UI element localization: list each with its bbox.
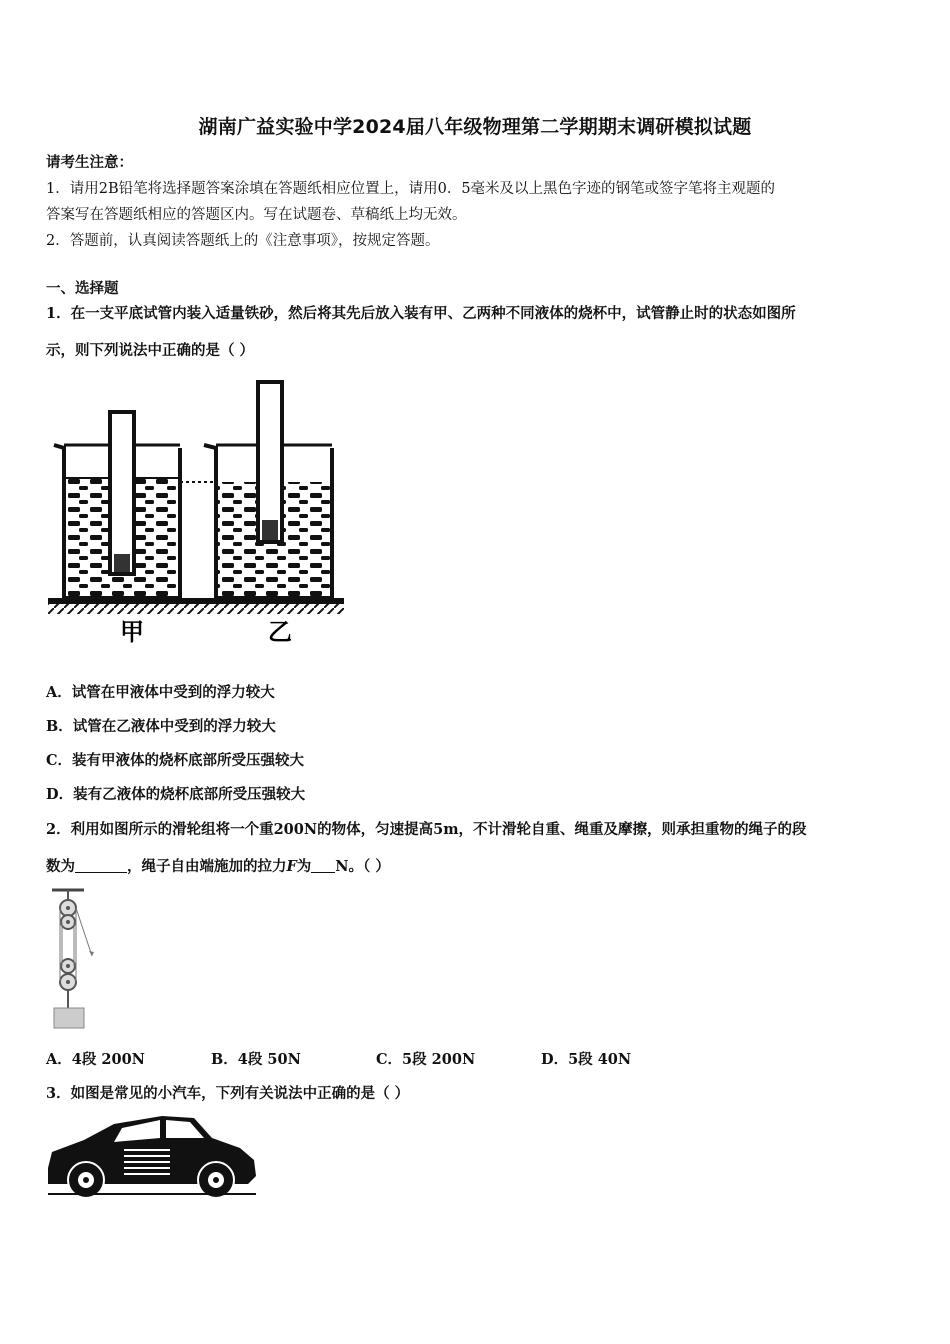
car-figure xyxy=(44,1110,260,1202)
q2-text-b: ，绳子自由端施加的拉力 xyxy=(127,858,287,875)
movable-pulley-upper xyxy=(61,959,75,973)
question-1-line-1: 1．在一支平底试管内装入适量铁砂，然后将其先后放入装有甲、乙两种不同液体的烧杯中，试管静止时的状态如图所 xyxy=(46,305,796,322)
notice-item-1-line-2: 答案写在答题纸相应的答题区内。写在试题卷、草稿纸上均无效。 xyxy=(46,207,467,223)
question-3-line-1: 3．如图是常见的小汽车，下列有关说法中正确的是（ ） xyxy=(46,1085,410,1102)
test-tube-jia xyxy=(110,412,134,574)
notice-heading: 请考生注意： xyxy=(46,154,133,171)
question-2-line-2 xyxy=(46,855,390,876)
section-heading: 一、选择题 xyxy=(46,280,119,297)
label-jia: 甲 xyxy=(120,618,144,646)
front-wheel xyxy=(68,1162,104,1198)
fixed-pulley-upper xyxy=(60,900,76,916)
notice-item-1-line-1: 1．请用2B铅笔将选择题答案涂填在答题纸相应位置上，请用0．5毫米及以上黑色字迹的钢笔或签字笔将主观题的 xyxy=(46,181,776,197)
notice-item-2: 2．答题前，认真阅读答题纸上的《注意事项》，按规定答题。 xyxy=(46,233,440,249)
rear-wheel xyxy=(198,1162,234,1198)
label-yi: 乙 xyxy=(268,618,292,646)
q2-option-d: D．5段 40N xyxy=(541,1051,632,1068)
free-rope-end xyxy=(76,908,92,956)
q1-option-d: D．装有乙液体的烧杯底部所受压强较大 xyxy=(46,786,306,803)
q2-text-c: 为 xyxy=(296,858,312,875)
question-1-line-2: 示，则下列说法中正确的是（ ） xyxy=(46,342,255,359)
q2-text-a: 数为 xyxy=(46,858,75,875)
weight-block xyxy=(54,1008,84,1028)
ground-hatch xyxy=(48,604,344,614)
q1-option-c: C．装有甲液体的烧杯底部所受压强较大 xyxy=(46,752,305,769)
q2-text-d: N。（ ） xyxy=(335,858,390,875)
movable-pulley-lower xyxy=(60,974,76,990)
fixed-pulley-lower xyxy=(61,915,75,929)
page-title: 湖南广益实验中学2024届八年级物理第二学期期末调研模拟试题 xyxy=(198,116,752,138)
q2-option-c: C．5段 200N xyxy=(376,1051,476,1068)
answer-blank-1[interactable] xyxy=(75,858,127,873)
q2-option-a: A．4段 200N xyxy=(46,1051,145,1068)
q2-symbol-f: F xyxy=(286,858,297,875)
test-tube-yi xyxy=(258,382,282,542)
answer-blank-2[interactable] xyxy=(311,858,335,873)
pulley-figure xyxy=(48,886,100,1032)
q1-option-a: A．试管在甲液体中受到的浮力较大 xyxy=(46,684,275,701)
q2-option-b: B．4段 50N xyxy=(211,1051,301,1068)
beakers-figure xyxy=(44,378,354,648)
q1-option-b: B．试管在乙液体中受到的浮力较大 xyxy=(46,718,276,735)
q2-options xyxy=(46,1048,631,1069)
question-2-line-1: 2．利用如图所示的滑轮组将一个重200N的物体，匀速提高5m，不计滑轮自重、绳重及摩擦，则承担重物的绳子的段 xyxy=(46,821,807,838)
